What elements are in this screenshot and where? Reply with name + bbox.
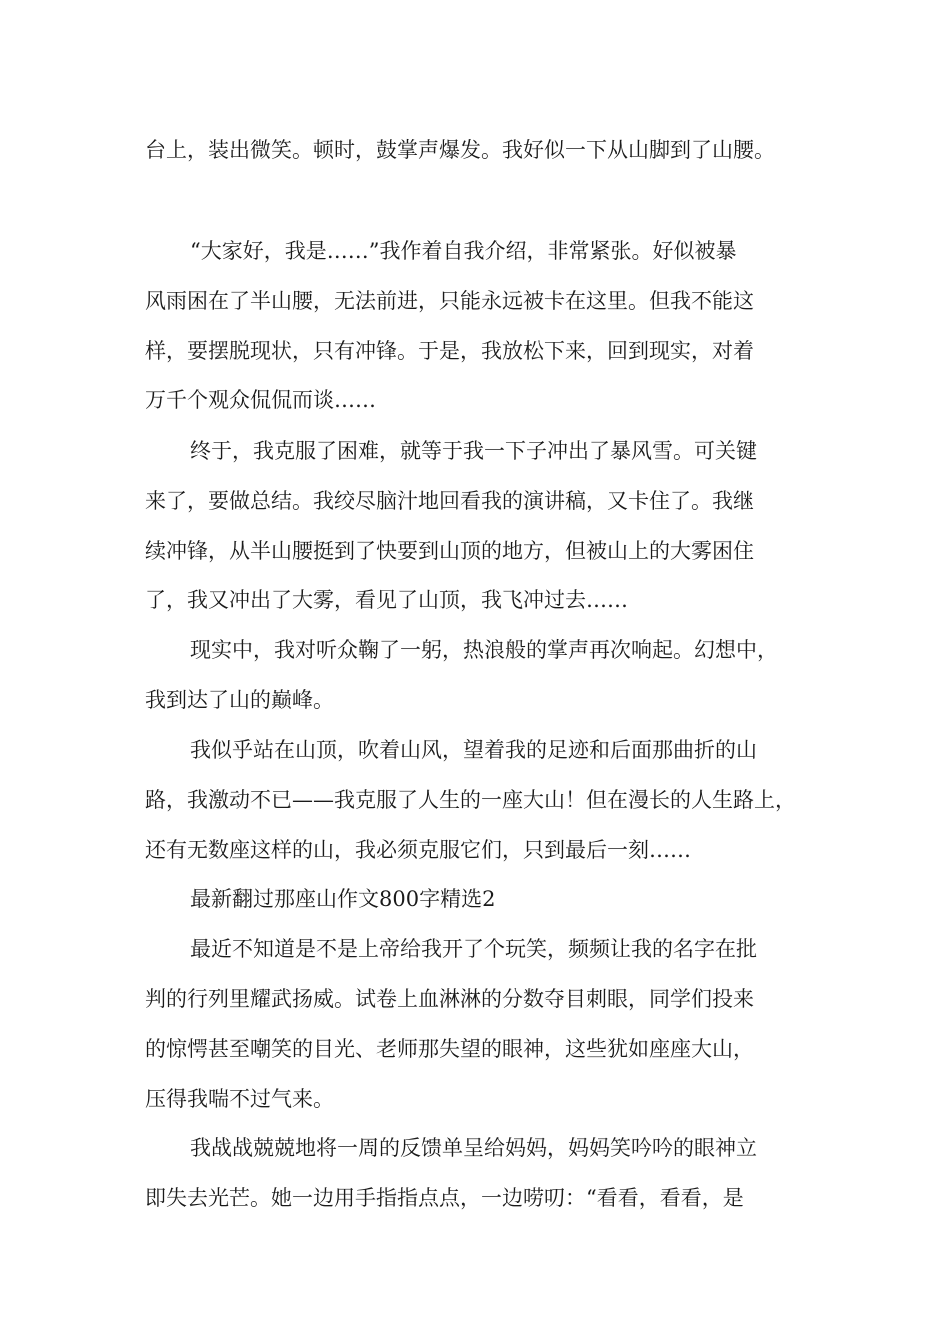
- paragraph-line: 了，我又冲出了大雾，看见了山顶，我飞冲过去……: [145, 588, 628, 612]
- paragraph-line: 终于，我克服了困难，就等于我一下子冲出了暴风雪。可关键: [190, 439, 757, 463]
- paragraph-line: 的惊愕甚至嘲笑的目光、老师那失望的眼神，这些犹如座座大山，: [145, 1037, 754, 1061]
- paragraph-line: 我战战兢兢地将一周的反馈单呈给妈妈，妈妈笑吟吟的眼神立: [190, 1136, 757, 1160]
- paragraph-line: 我到达了山的巅峰。: [145, 688, 334, 712]
- paragraph-line: 路，我激动不已——我克服了人生的一座大山！但在漫长的人生路上，: [145, 788, 796, 812]
- paragraph-line: 压得我喘不过气来。: [145, 1087, 334, 1111]
- paragraph-line: 风雨困在了半山腰，无法前进，只能永远被卡在这里。但我不能这: [145, 289, 754, 313]
- paragraph-line: 即失去光芒。她一边用手指指点点，一边唠叨：“看看，看看，是: [145, 1186, 744, 1210]
- paragraph-line: 来了，要做总结。我绞尽脑汁地回看我的演讲稿，又卡住了。我继: [145, 489, 754, 513]
- paragraph-line: 现实中，我对听众鞠了一躬，热浪般的掌声再次响起。幻想中，: [190, 638, 778, 662]
- paragraph-line: 我似乎站在山顶，吹着山风，望着我的足迹和后面那曲折的山: [190, 738, 757, 762]
- paragraph-line: 万千个观众侃侃而谈……: [145, 388, 376, 412]
- paragraph-line: 续冲锋，从半山腰挺到了快要到山顶的地方，但被山上的大雾困住: [145, 539, 754, 563]
- paragraph-line: 样，要摆脱现状，只有冲锋。于是，我放松下来，回到现实，对着: [145, 339, 754, 363]
- paragraph-line: “大家好，我是……”我作着自我介绍，非常紧张。好似被暴: [190, 239, 737, 263]
- paragraph-line: 台上，装出微笑。顿时，鼓掌声爆发。我好似一下从山脚到了山腰。: [145, 138, 775, 162]
- paragraph-line: 还有无数座这样的山，我必须克服它们，只到最后一刻……: [145, 838, 691, 862]
- paragraph-line: 最近不知道是不是上帝给我开了个玩笑，频频让我的名字在批: [190, 937, 757, 961]
- section-heading: 最新翻过那座山作文800字精选2: [190, 887, 496, 911]
- paragraph-line: 判的行列里耀武扬威。试卷上血淋淋的分数夺目刺眼，同学们投来: [145, 987, 754, 1011]
